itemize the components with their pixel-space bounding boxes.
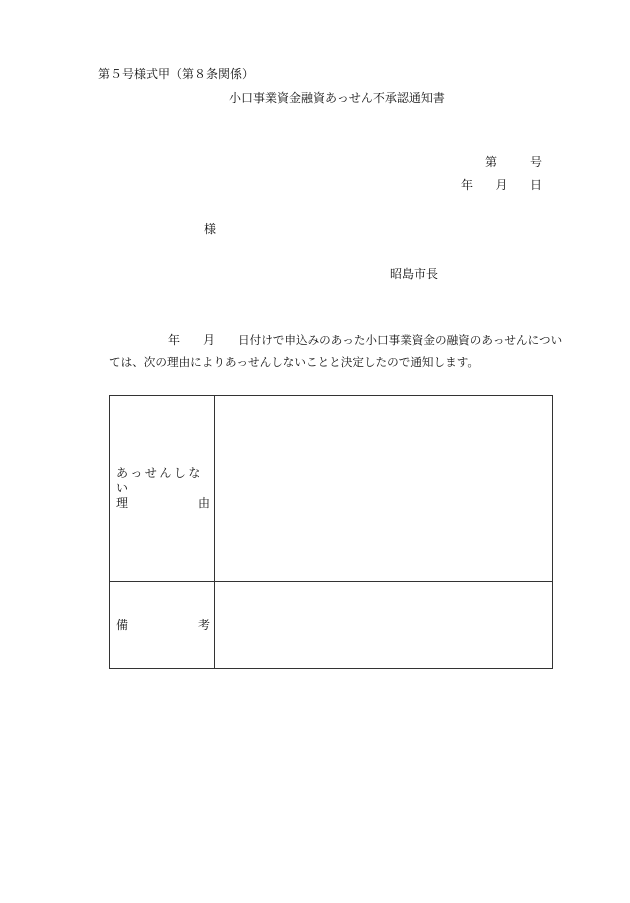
form-id: 第５号様式甲（第８条関係） xyxy=(98,67,255,81)
reason-label-cell xyxy=(110,396,215,582)
remarks-label-start: 備 xyxy=(116,617,129,632)
body-month: 月 xyxy=(203,333,216,347)
sender-name: 昭島市長 xyxy=(390,267,439,281)
details-table xyxy=(109,395,553,669)
date-month: 月 xyxy=(495,178,508,192)
document-title: 小口事業資金融資あっせん不承認通知書 xyxy=(229,91,445,105)
remarks-value-cell[interactable] xyxy=(215,582,553,669)
number-prefix: 第 xyxy=(485,155,498,169)
reason-label-end: 由 xyxy=(197,496,210,510)
date-day: 日 xyxy=(529,178,542,192)
addressee-suffix: 様 xyxy=(204,222,217,236)
reason-label-start: 理 xyxy=(116,496,129,510)
reason-label-line1: あっせんしない xyxy=(116,466,203,495)
number-suffix: 号 xyxy=(529,155,542,169)
reason-row xyxy=(110,396,553,582)
date-year: 年 xyxy=(461,178,474,192)
reason-value-cell[interactable] xyxy=(215,396,553,582)
body-line1-rest: 日付けで申込みのあった小口事業資金の融資のあっせんについ xyxy=(238,333,563,347)
remarks-label xyxy=(110,618,214,633)
remarks-row xyxy=(110,582,553,669)
reason-label-line2 xyxy=(116,496,210,511)
body-year: 年 xyxy=(168,333,181,347)
remarks-label-cell xyxy=(110,582,215,669)
body-line2: ては、次の理由によりあっせんしないことと決定したので通知します。 xyxy=(109,355,479,369)
date-line xyxy=(461,178,542,192)
remarks-label-end: 考 xyxy=(197,617,210,632)
number-line xyxy=(485,155,542,169)
